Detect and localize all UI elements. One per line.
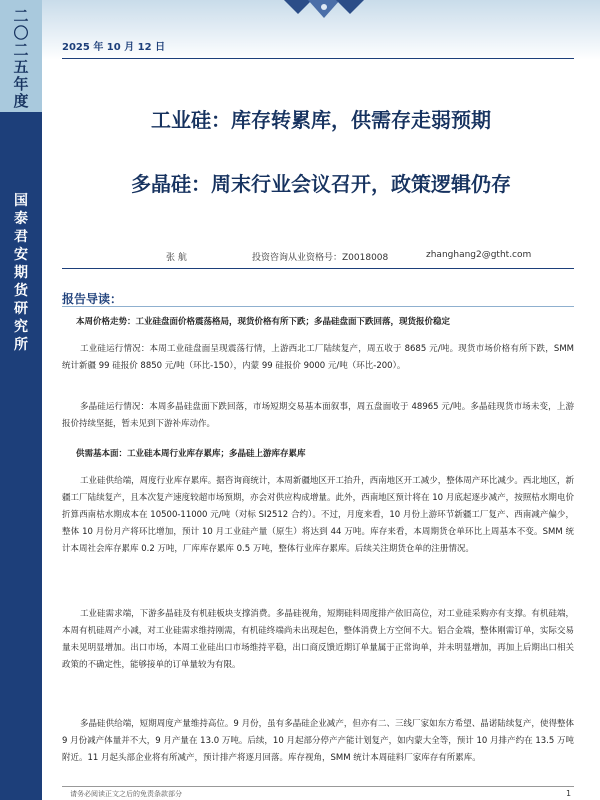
logo-emblem-icon bbox=[278, 0, 370, 20]
sidebar bbox=[0, 0, 42, 800]
sidebar-institute-band bbox=[0, 112, 42, 800]
page-number: 1 bbox=[566, 789, 572, 798]
industrial-silicon-paragraph: 工业硅运行情况：本周工业硅盘面呈现震荡行情，上游西北工厂陆续复产，周五收于 8685 元/吨。现货市场价格有所下跌，SMM 统计新疆 99 硅报价 8850 元/吨（环比-150），内蒙 99 硅报价 9000 元/吨（环比-200）。 bbox=[62, 344, 574, 371]
footer-divider bbox=[62, 786, 574, 787]
header-divider bbox=[62, 58, 574, 59]
demand-paragraph: 工业硅需求端，下游多晶硅及有机硅板块支撑消费。多晶硅视角，短期硅料周度排产依旧高位，对工业硅采购亦有支撑。有机硅端，本周有机硅周产小减，对工业硅需求维持刚需，有机硅终端尚未出现起色，整体消费上方空间不大。铝合金端，整体刚需订单，实际交易量未见明显增加。出口市场，本周工业硅出口市场维持平稳，出口商反馈近期订单量属于正常询单，并未明显增加，再加上后期出口相关政策的不确定性，能够接单的订单量较为有限。 bbox=[62, 609, 574, 670]
report-title-primary: 工业硅：库存转累库，供需存走弱预期 bbox=[151, 108, 491, 132]
report-date: 2025 年 10 月 12 日 bbox=[62, 42, 166, 53]
guide-divider bbox=[62, 306, 574, 307]
polysilicon-paragraph: 多晶硅运行情况：本周多晶硅盘面下跌回落，市场短期交易基本面叙事，周五盘面收于 48965 元/吨。多晶硅现货市场未变，上游报价持续坚挺，暂未见到下游补库动作。 bbox=[62, 402, 574, 429]
author-license: 投资咨询从业资格号：Z0018008 bbox=[252, 253, 389, 263]
polysilicon-supply-paragraph: 多晶硅供给端，短期周度产量维持高位。9 月份，虽有多晶硅企业减产，但亦有二、三线厂家如东方希望、晶诺陆续复产，使得整体 9 月份减产体量并不大，9 月产量在 13.0 万吨。后续，10 月起部分停产产能计划复产，如内蒙大全等，预计 10 月排产约在 13.5 万吨附近。11 月起头部企业将有所减产，预计排产将逐月回落。库存视角，SMM 统计本周硅料厂家库存有所累库。 bbox=[62, 719, 574, 763]
author-name: 张 航 bbox=[166, 253, 187, 263]
report-guide-heading: 报告导读： bbox=[62, 292, 123, 306]
sidebar-year-band bbox=[0, 0, 42, 112]
author-divider bbox=[62, 268, 574, 269]
price-trend-summary: 本周价格走势：工业硅盘面价格震荡格局，现货价格有所下跌；多晶硅盘面下跌回落，现货报价稳定 bbox=[76, 317, 451, 327]
author-email[interactable]: zhanghang2@gtht.com bbox=[426, 250, 532, 260]
fundamentals-summary: 供需基本面：工业硅本周行业库存累库；多晶硅上游库存累库 bbox=[76, 449, 306, 459]
report-title-secondary: 多晶硅：周末行业会议召开，政策逻辑仍存 bbox=[131, 172, 511, 196]
sidebar-year: 二 〇 二 五 年 度 bbox=[13, 7, 29, 110]
supply-paragraph: 工业硅供给端，周度行业库存累库。据咨询商统计，本周新疆地区开工抬升，西南地区开工减少，整体周产环比减少。西北地区，新疆工厂陆续复产，且本次复产速度较超市场预期，亦会对供应构成增量。此外，西南地区预计将在 10 月底起逐步减产，按照枯水期电价折算西南枯水期成本在 10500-11000 元/吨（对标 SI2512 合约）。不过，月度来看，10 月份上游环节新疆工厂复产、西南减产偏少，整体 10 月份月产将环比增加，预计 10 月工业硅产量（原生）将达到 44 万吨。库存来看，本周期货仓单环比上周基本不变。SMM 统计本周社会库存累库 0.2 万吨，厂库库存累库 0.5 万吨，整体行业库存累库。后续关注期货仓单的注册情况。 bbox=[62, 476, 574, 554]
sidebar-institute: 国 泰 君 安 期 货 研 究 所 bbox=[14, 193, 28, 353]
disclaimer-note: 请务必阅读正文之后的免责条款部分 bbox=[70, 790, 182, 798]
